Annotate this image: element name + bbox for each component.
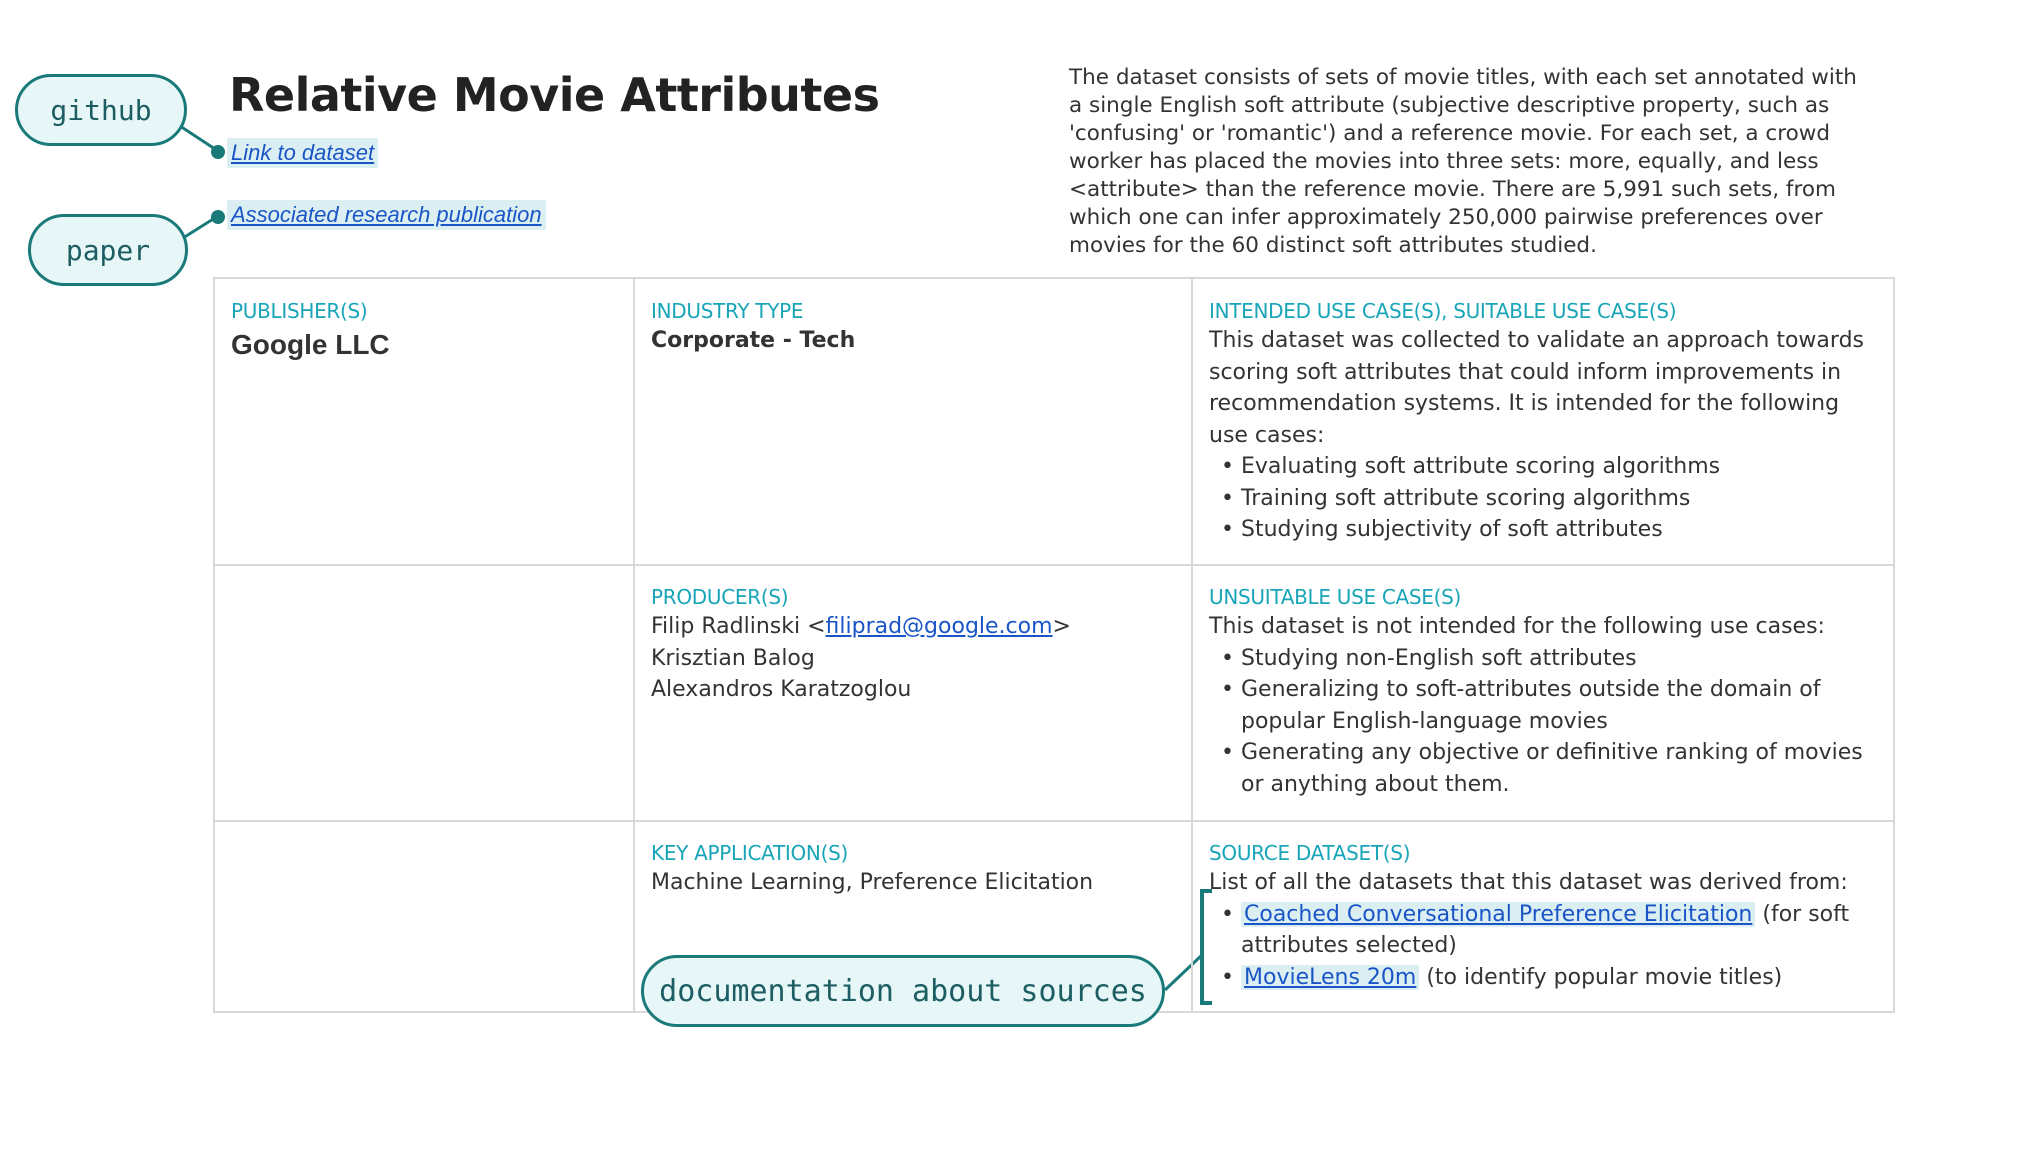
source-2-link[interactable]: MovieLens 20m: [1241, 965, 1419, 990]
intended-cell: [1209, 299, 1879, 546]
key-application-label: KEY APPLICATION(S): [651, 841, 848, 865]
source-text: List of all the datasets that this dataset was derived from:: [1209, 870, 1848, 895]
github-callout: github: [15, 74, 187, 146]
list-item: • Studying non-English soft attributes: [1241, 643, 1879, 675]
unsuitable-cell: [1209, 585, 1879, 800]
list-item: • Studying subjectivity of soft attributes: [1241, 514, 1879, 546]
source-2-note: (to identify popular movie titles): [1419, 964, 1783, 990]
producer-2: Krisztian Balog: [651, 645, 815, 671]
producer-1-name: Filip Radlinski <: [651, 614, 826, 639]
source-cell: [1209, 841, 1879, 993]
source-label: SOURCE DATASET(S): [1209, 841, 1411, 865]
list-item: • Training soft attribute scoring algorithms: [1241, 483, 1879, 515]
producers-cell: [651, 585, 1071, 706]
key-application-cell: [651, 841, 1093, 899]
producers-label: PRODUCER(S): [651, 585, 789, 609]
list-item: • Generating any objective or definitive ranking of movies or anything about them.: [1241, 737, 1879, 800]
paper-callout: paper: [28, 214, 188, 286]
publisher-label: PUBLISHER(S): [231, 299, 368, 323]
producer-1: [651, 611, 1071, 643]
intended-label: INTENDED USE CASE(S), SUITABLE USE CASE(S): [1209, 299, 1677, 323]
github-dot: [211, 145, 225, 159]
producer-1-email-link[interactable]: filiprad@google.com: [825, 614, 1053, 639]
intended-list: [1209, 451, 1879, 546]
dataset-description: The dataset consists of sets of movie titles, with each set annotated with a single English soft attribute (subjective descriptive property, such as 'confusing' or 'romantic') and a reference movie. For each set, a crowd worker has placed the movies into three sets: more, equally, and less <attribute> than the reference movie. There are 5,991 such sets, from which one can infer approximately 250,000 pairwise preferences over movies for the 60 distinct soft attributes studied.: [1069, 65, 1857, 258]
list-item: [1241, 899, 1879, 962]
source-1-link[interactable]: Coached Conversational Preference Elicitation: [1241, 902, 1755, 927]
paper-dot: [211, 210, 225, 224]
producer-1-end: >: [1052, 614, 1071, 639]
producer-3: Alexandros Karatzoglou: [651, 677, 912, 702]
industry-value: Corporate - Tech: [651, 328, 856, 353]
key-application-value: Machine Learning, Preference Elicitation: [651, 870, 1094, 895]
list-item: [1241, 962, 1879, 994]
industry-cell: [651, 299, 855, 357]
docs-callout: documentation about sources: [641, 955, 1165, 1027]
unsuitable-label: UNSUITABLE USE CASE(S): [1209, 585, 1462, 609]
list-item: • Generalizing to soft-attributes outside the domain of popular English-language movies: [1241, 674, 1879, 737]
list-item: • Evaluating soft attribute scoring algorithms: [1241, 451, 1879, 483]
unsuitable-list: [1209, 643, 1879, 801]
page-title: Relative Movie Attributes: [229, 68, 880, 122]
intended-text: This dataset was collected to validate an approach towards scoring soft attributes that could inform improvements in recommendation systems. It is intended for the following use cases:: [1209, 328, 1864, 448]
datacard-table: [213, 277, 1895, 1013]
source-1-note: (for soft attributes selected): [1241, 901, 1850, 958]
source-list: [1209, 899, 1879, 994]
publisher-value: Google LLC: [231, 329, 390, 360]
industry-label: INDUSTRY TYPE: [651, 299, 804, 323]
paper-link[interactable]: Associated research publication: [227, 200, 546, 230]
dataset-link[interactable]: Link to dataset: [227, 138, 378, 168]
unsuitable-text: This dataset is not intended for the following use cases:: [1209, 614, 1825, 639]
publisher-cell: [231, 299, 390, 361]
